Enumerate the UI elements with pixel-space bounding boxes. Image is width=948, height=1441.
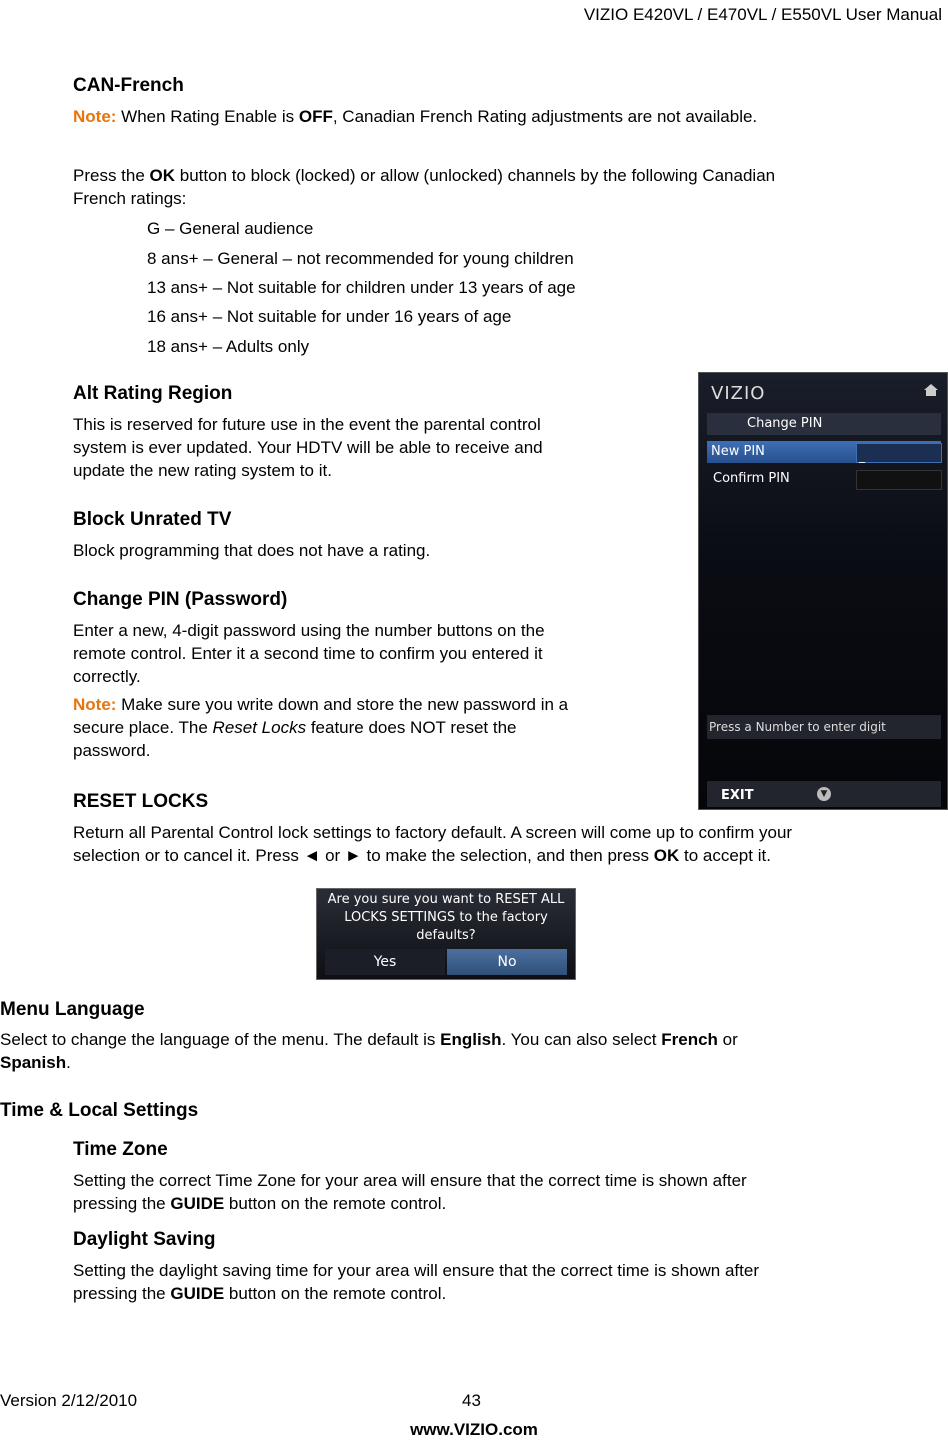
lang-text: Select to change the language of the menu. The default is [0,1030,441,1049]
lang-text: . [66,1053,71,1072]
rating-item: 18 ans+ – Adults only [147,337,310,356]
home-icon[interactable] [923,383,939,397]
alt-rating-heading: Alt Rating Region [73,383,233,404]
change-pin-line: remote control. Enter it a second time to confirm you entered it [73,644,543,663]
time-local-heading: Time & Local Settings [0,1100,199,1121]
guide-bold: GUIDE [170,1194,225,1213]
lang-text: or [717,1030,738,1049]
dialog-line: defaults? [416,928,476,943]
note-text: When Rating Enable is [116,107,299,126]
new-pin-input[interactable] [856,443,942,463]
tz-text: pressing the [73,1194,171,1213]
reset-locks-heading: RESET LOCKS [73,791,209,812]
alt-rating-line: This is reserved for future use in the event the parental control [73,415,541,434]
ds-text: pressing the [73,1284,171,1303]
spanish-bold: Spanish [0,1053,67,1072]
change-pin-heading: Change PIN (Password) [73,589,288,610]
can-french-press-line1 [73,165,775,187]
block-unrated-text: Block programming that does not have a rating. [73,541,431,560]
reset-locks-line1: Return all Parental Control lock settings to factory default. A screen will come up to confirm your [73,823,793,842]
rating-item: 13 ans+ – Not suitable for children under 13 years of age [147,278,576,297]
daylight-heading: Daylight Saving [73,1229,216,1250]
can-french-press-line2: French ratings: [73,189,187,208]
lang-text: . You can also select [501,1030,662,1049]
note-label: Note: [73,695,117,714]
dialog-line: LOCKS SETTINGS to the factory [344,910,548,925]
vizio-logo: VIZIO [711,383,766,404]
note-text: feature does NOT reset the [306,718,517,737]
confirm-pin-input[interactable] [856,470,942,490]
alt-rating-line: update the new rating system to it. [73,461,332,480]
note-text: Make sure you write down and store the new password in a [116,695,569,714]
change-pin-tv-screen [698,372,948,810]
menu-language-line1 [0,1029,738,1051]
press-post: button to block (locked) or allow (unlocked) channels by the following Canadian [175,166,776,185]
reset-text: selection or to cancel it. Press ◄ or ► to make the selection, and then press [73,846,654,865]
can-french-note [73,106,757,128]
press-pre: Press the [73,166,150,185]
french-bold: French [661,1030,718,1049]
note-bold: OFF [298,107,333,126]
new-pin-label: New PIN [711,444,765,459]
chevron-down-icon[interactable]: ▼ [817,787,831,801]
change-pin-line: correctly. [73,667,141,686]
time-zone-line1: Setting the correct Time Zone for your area will ensure that the correct time is shown after [73,1171,747,1190]
rating-item: 16 ans+ – Not suitable for under 16 years of age [147,307,512,326]
menu-title: Change PIN [707,413,941,435]
confirm-pin-label: Confirm PIN [713,471,790,486]
menu-language-heading: Menu Language [0,999,145,1020]
rating-item: G – General audience [147,219,314,238]
ok-bold: OK [653,846,680,865]
rating-item: 8 ans+ – General – not recommended for young children [147,249,574,268]
can-french-heading: CAN-French [73,75,184,96]
note-label: Note: [73,107,117,126]
hint-text: Press a Number to enter digit [707,715,941,739]
new-pin-cursor: _ [859,449,865,463]
dialog-question [317,891,575,945]
yes-button[interactable]: Yes [325,949,445,975]
reset-text-end: to accept it. [679,846,771,865]
note-text: secure place. The [73,718,213,737]
press-bold: OK [149,166,176,185]
footer-url[interactable]: www.VIZIO.com [410,1420,538,1439]
daylight-line1: Setting the daylight saving time for your area will ensure that the correct time is shown after [73,1261,759,1280]
reset-confirm-dialog [316,888,576,980]
note-text-end: , Canadian French Rating adjustments are not available. [332,107,758,126]
no-button[interactable]: No [447,949,567,975]
menu-language-line2 [0,1052,71,1074]
change-pin-line: Enter a new, 4-digit password using the number buttons on the [73,621,545,640]
change-pin-note-line3: password. [73,741,151,760]
english-bold: English [440,1030,502,1049]
time-zone-heading: Time Zone [73,1139,168,1160]
ds-text: button on the remote control. [224,1284,447,1303]
block-unrated-heading: Block Unrated TV [73,509,232,530]
change-pin-note [73,694,568,716]
page-number: 43 [462,1391,481,1410]
reset-locks-line2 [73,845,771,867]
time-zone-line2 [73,1193,446,1215]
guide-bold: GUIDE [170,1284,225,1303]
tz-text: button on the remote control. [224,1194,447,1213]
exit-button[interactable]: EXIT [721,788,754,803]
dialog-line: Are you sure you want to RESET ALL [327,892,565,907]
page-header: VIZIO E420VL / E470VL / E550VL User Manual [583,5,942,24]
version-text: Version 2/12/2010 [0,1391,138,1410]
daylight-line2 [73,1283,446,1305]
change-pin-note-line2 [73,717,517,739]
dialog-buttons [325,949,567,975]
reset-locks-italic: Reset Locks [212,718,307,737]
alt-rating-line: system is ever updated. Your HDTV will be able to receive and [73,438,543,457]
